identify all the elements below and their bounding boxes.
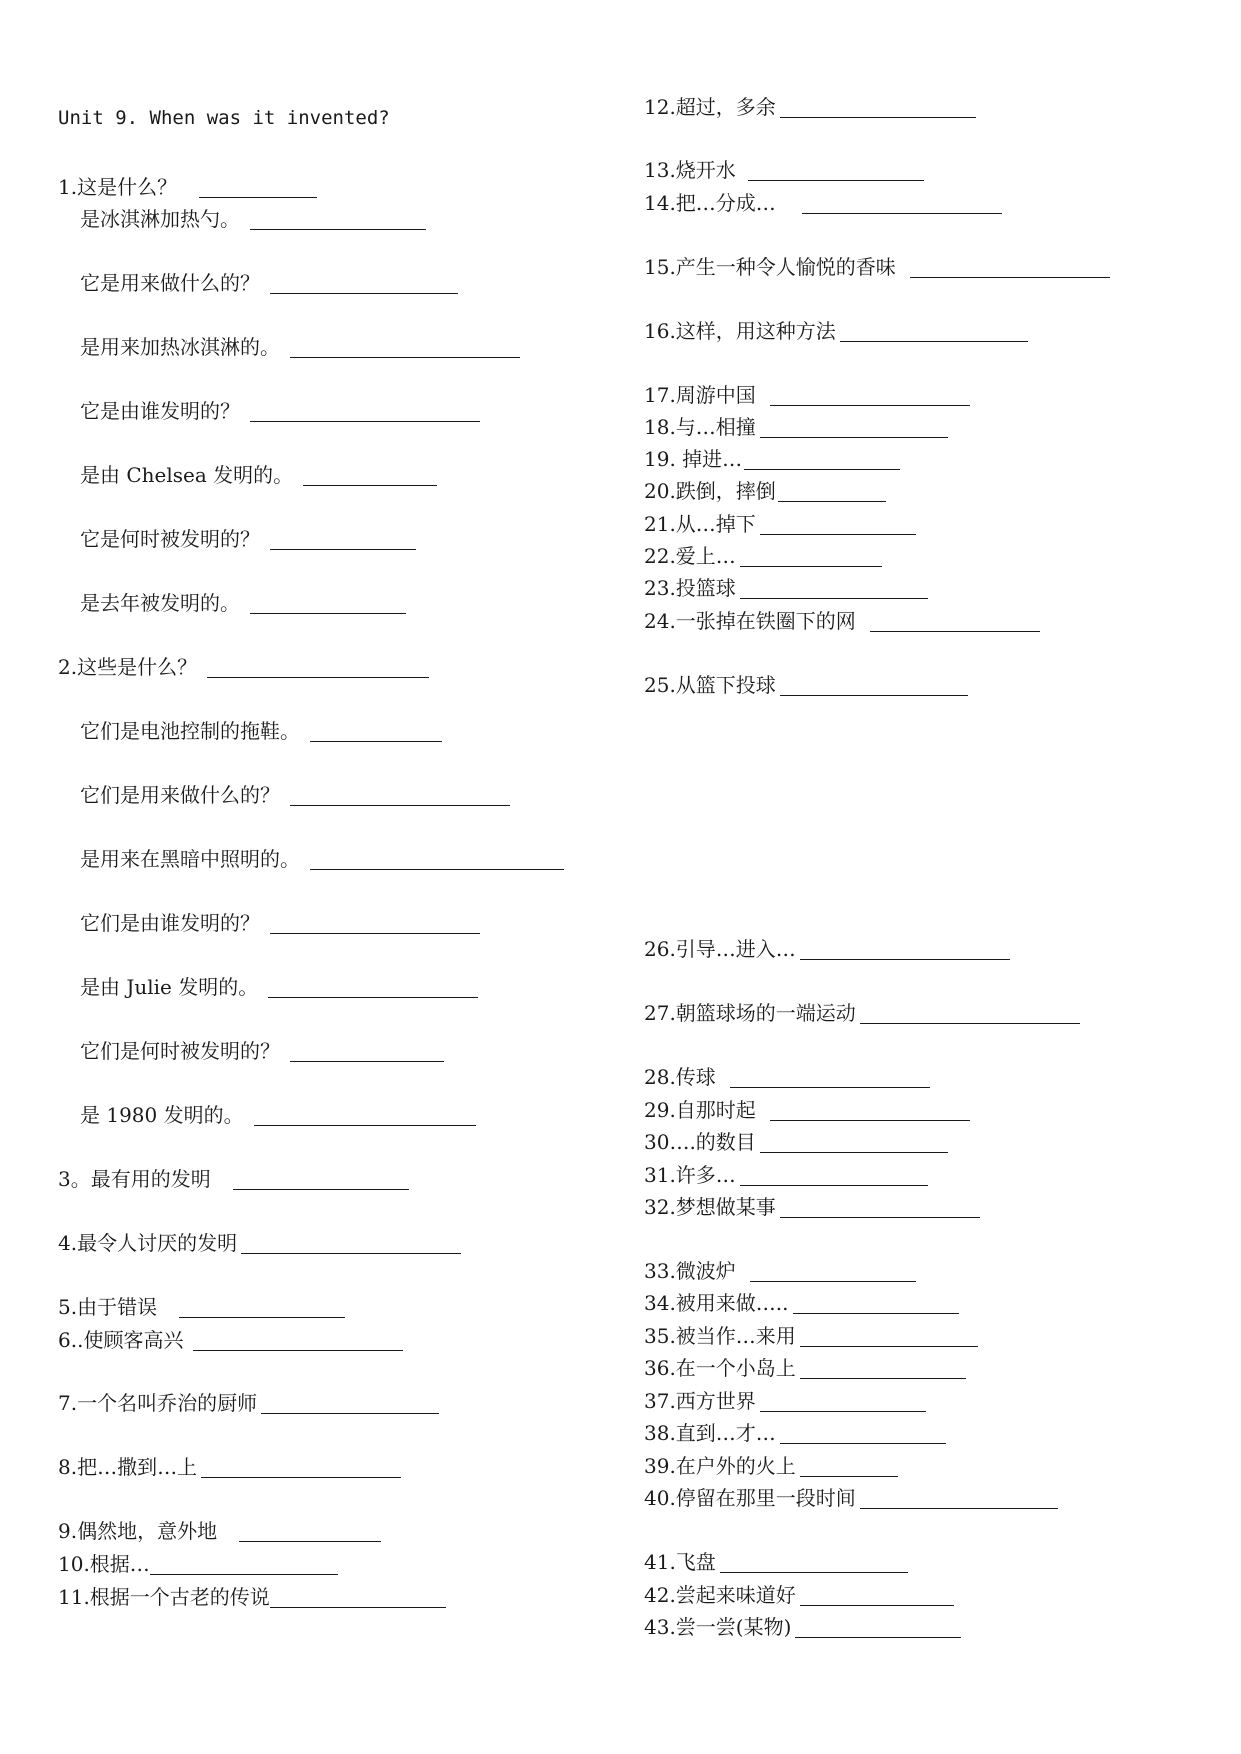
answer-blank[interactable] [800,1476,898,1477]
prompt-text: 14.把…分成… [644,191,776,215]
answer-blank[interactable] [150,1574,338,1575]
answer-blank[interactable] [193,1350,403,1351]
left-item-1 [58,174,317,200]
answer-blank[interactable] [241,1253,461,1254]
right-item-24 [644,1323,978,1349]
prompt-text: 它是用来做什么的？ [80,271,260,295]
prompt-text: 34.被用来做….. [644,1291,789,1315]
prompt-text: 9.偶然地，意外地 [58,1519,218,1543]
right-item-22 [644,1258,916,1284]
answer-blank[interactable] [870,631,1040,632]
left-item-25 [58,1584,446,1610]
left-item-3 [80,270,458,296]
right-item-3 [644,190,1002,216]
right-item-7 [644,414,948,440]
answer-blank[interactable] [860,1023,1080,1024]
right-item-31 [644,1582,954,1608]
answer-blank[interactable] [730,1087,930,1088]
answer-blank[interactable] [270,293,458,294]
prompt-text: 它们是何时被发明的？ [80,1039,280,1063]
right-item-25 [644,1355,966,1381]
right-item-30 [644,1549,908,1575]
left-item-15 [80,1038,444,1064]
answer-blank[interactable] [290,805,510,806]
prompt-text: 40.停留在那里一段时间 [644,1486,856,1510]
prompt-text: 26.引导…进入… [644,937,796,961]
prompt-text: 18.与…相撞 [644,415,756,439]
prompt-text: 28.传球 [644,1065,716,1089]
answer-blank[interactable] [310,869,564,870]
right-item-12 [644,575,928,601]
right-item-8 [644,446,900,472]
answer-blank[interactable] [290,357,520,358]
right-item-2 [644,157,924,183]
prompt-text: 它们是用来做什么的？ [80,783,280,807]
right-item-21 [644,1194,980,1220]
answer-blank[interactable] [800,959,1010,960]
left-item-9 [58,654,429,680]
left-item-18 [58,1230,461,1256]
prompt-text: 是 1980 发明的。 [80,1103,244,1127]
answer-blank[interactable] [270,933,480,934]
answer-blank[interactable] [740,598,928,599]
prompt-text: 21.从…掉下 [644,512,756,536]
answer-blank[interactable] [750,1281,916,1282]
answer-blank[interactable] [290,1061,444,1062]
answer-blank[interactable] [199,197,317,198]
prompt-text: 7.一个名叫乔治的厨师 [58,1391,258,1415]
prompt-text: 12.超过，多余 [644,95,776,119]
prompt-text: 它是由谁发明的？ [80,399,240,423]
answer-blank[interactable] [201,1477,401,1478]
left-item-8 [80,590,406,616]
prompt-text: 是用来加热冰淇淋的。 [80,335,280,359]
answer-blank[interactable] [800,1346,978,1347]
prompt-text: 它们是由谁发明的？ [80,911,260,935]
left-item-23 [58,1518,381,1544]
answer-blank[interactable] [233,1189,409,1190]
prompt-text: 17.周游中国 [644,383,756,407]
answer-blank[interactable] [303,485,437,486]
prompt-text: 5.由于错误 [58,1295,158,1319]
prompt-text: 是由 Chelsea 发明的。 [80,463,294,487]
prompt-text: 27.朝篮球场的一端运动 [644,1001,856,1025]
right-item-13 [644,608,1040,634]
answer-blank[interactable] [268,997,478,998]
answer-blank[interactable] [250,229,426,230]
worksheet-title: Unit 9. When was it invented? [58,107,390,129]
right-item-10 [644,511,916,537]
left-item-21 [58,1390,439,1416]
right-item-9 [644,478,886,504]
prompt-text: 25.从篮下投球 [644,673,776,697]
left-item-2 [80,206,426,232]
answer-blank[interactable] [778,501,886,502]
answer-blank[interactable] [744,469,900,470]
answer-blank[interactable] [780,117,976,118]
right-item-11 [644,543,882,569]
right-item-18 [644,1097,970,1123]
prompt-text: 8.把…撒到…上 [58,1455,198,1479]
prompt-text: 38.直到…才… [644,1421,776,1445]
right-item-32 [644,1614,961,1640]
prompt-text: 42.尝起来味道好 [644,1583,796,1607]
right-item-19 [644,1129,948,1155]
right-item-1 [644,94,976,120]
answer-blank[interactable] [760,437,948,438]
right-item-16 [644,1000,1080,1026]
left-item-5 [80,398,480,424]
left-item-14 [80,974,478,1000]
prompt-text: 41.飞盘 [644,1550,716,1574]
prompt-text: 15.产生一种令人愉悦的香味 [644,255,896,279]
prompt-text: 是由 Julie 发明的。 [80,975,259,999]
right-item-5 [644,318,1028,344]
prompt-text: 是用来在黑暗中照明的。 [80,847,300,871]
answer-blank[interactable] [770,405,970,406]
answer-blank[interactable] [780,1443,946,1444]
answer-blank[interactable] [760,1152,948,1153]
prompt-text: 32.梦想做某事 [644,1195,776,1219]
left-item-24 [58,1551,338,1577]
prompt-text: 36.在一个小岛上 [644,1356,796,1380]
left-item-10 [80,718,442,744]
prompt-text: 它们是电池控制的拖鞋。 [80,719,300,743]
prompt-text: 1.这是什么？ [58,175,178,199]
right-item-26 [644,1388,926,1414]
prompt-text: 4.最令人讨厌的发明 [58,1231,238,1255]
answer-blank[interactable] [207,677,429,678]
right-item-29 [644,1485,1058,1511]
answer-blank[interactable] [840,341,1028,342]
answer-blank[interactable] [802,213,1002,214]
left-item-11 [80,782,510,808]
left-item-12 [80,846,564,872]
prompt-text: 它是何时被发明的？ [80,527,260,551]
prompt-text: 11.根据一个古老的传说 [58,1585,270,1609]
left-item-6 [80,462,437,488]
prompt-text: 16.这样，用这种方法 [644,319,836,343]
answer-blank[interactable] [860,1508,1058,1509]
prompt-text: 2.这些是什么？ [58,655,198,679]
right-item-20 [644,1162,928,1188]
left-item-7 [80,526,416,552]
answer-blank[interactable] [270,1607,446,1608]
prompt-text: 20.跌倒，摔倒 [644,479,776,503]
answer-blank[interactable] [760,534,916,535]
answer-blank[interactable] [250,421,480,422]
answer-blank[interactable] [780,695,968,696]
answer-blank[interactable] [770,1120,970,1121]
right-item-27 [644,1420,946,1446]
answer-blank[interactable] [780,1217,980,1218]
answer-blank[interactable] [910,277,1110,278]
prompt-text: 3。最有用的发明 [58,1167,211,1191]
prompt-text: 是冰淇淋加热勺。 [80,207,240,231]
prompt-text: 13.烧开水 [644,158,736,182]
answer-blank[interactable] [310,741,442,742]
answer-blank[interactable] [720,1572,908,1573]
prompt-text: 24.一张掉在铁圈下的网 [644,609,856,633]
answer-blank[interactable] [250,613,406,614]
left-item-19 [58,1294,345,1320]
prompt-text: 22.爱上… [644,544,736,568]
answer-blank[interactable] [760,1411,926,1412]
right-item-23 [644,1290,959,1316]
answer-blank[interactable] [748,180,924,181]
prompt-text: 19. 掉进… [644,447,743,471]
prompt-text: 43.尝一尝(某物) [644,1615,792,1639]
answer-blank[interactable] [795,1637,961,1638]
prompt-text: 6..使顾客高兴 [58,1328,184,1352]
prompt-text: 23.投篮球 [644,576,736,600]
prompt-text: 39.在户外的火上 [644,1454,796,1478]
prompt-text: 10.根据… [58,1552,150,1576]
right-item-28 [644,1453,898,1479]
left-item-16 [80,1102,476,1128]
answer-blank[interactable] [793,1313,959,1314]
answer-blank[interactable] [800,1605,954,1606]
prompt-text: 33.微波炉 [644,1259,736,1283]
right-item-17 [644,1064,930,1090]
left-item-17 [58,1166,409,1192]
right-item-6 [644,382,970,408]
prompt-text: 30….的数目 [644,1130,756,1154]
left-item-13 [80,910,480,936]
answer-blank[interactable] [179,1317,345,1318]
prompt-text: 31.许多… [644,1163,736,1187]
right-item-14 [644,672,968,698]
prompt-text: 35.被当作…来用 [644,1324,796,1348]
left-item-20 [58,1327,403,1353]
right-item-4 [644,254,1110,280]
answer-blank[interactable] [261,1413,439,1414]
answer-blank[interactable] [800,1378,966,1379]
prompt-text: 37.西方世界 [644,1389,756,1413]
prompt-text: 29.自那时起 [644,1098,756,1122]
left-item-22 [58,1454,401,1480]
answer-blank[interactable] [740,1185,928,1186]
answer-blank[interactable] [254,1125,476,1126]
answer-blank[interactable] [239,1541,381,1542]
left-item-4 [80,334,520,360]
answer-blank[interactable] [270,549,416,550]
prompt-text: 是去年被发明的。 [80,591,240,615]
answer-blank[interactable] [740,566,882,567]
right-item-15 [644,936,1010,962]
